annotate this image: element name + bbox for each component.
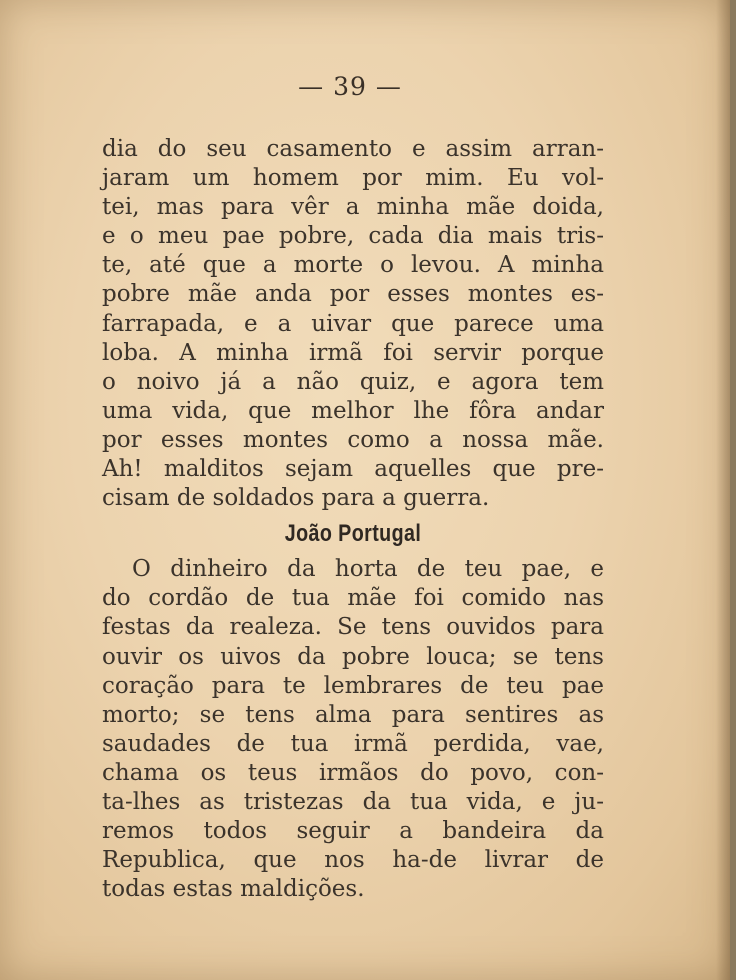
text-line: Ah! malditos sejam aquelles que pre- (102, 456, 604, 483)
text-line: Republica, que nos ha-de livrar de (102, 847, 604, 874)
text-line: ouvir os uivos da pobre louca; se tens (102, 643, 604, 670)
page-number: — 39 — (298, 72, 402, 101)
text-line: remos todos seguir a bandeira da (102, 818, 604, 845)
text-line: saudades de tua irmã perdida, vae, (102, 730, 604, 757)
text-line: pobre mãe anda por esses montes es- (102, 281, 604, 308)
text-line: jaram um homem por mim. Eu vol- (102, 165, 604, 192)
page-body (102, 135, 604, 904)
text-line: festas da realeza. Se tens ouvidos para (102, 614, 604, 641)
text-line: e o meu pae pobre, cada dia mais tris- (102, 223, 604, 250)
text-line: farrapada, e a uivar que parece uma (102, 310, 604, 337)
text-line: ta-lhes as tristezas da tua vida, e ju- (102, 788, 604, 815)
text-line: dia do seu casamento e assim arran- (102, 136, 604, 162)
text-line: loba. A minha irmã foi servir porque (102, 339, 604, 366)
text-line: morto; se tens alma para sentires as (102, 701, 604, 728)
text-line: o noivo já a não quiz, e agora tem (102, 368, 604, 395)
text-line: tei, mas para vêr a minha mãe doida, (102, 194, 604, 221)
text-line: te, até que a morte o levou. A minha (102, 252, 604, 279)
paragraph-1 (102, 135, 604, 513)
text-line: coração para te lembrares de teu pae (102, 672, 604, 699)
text-line: uma vida, que melhor lhe fôra andar (102, 397, 604, 424)
text-line: por esses montes como a nossa mãe. (102, 426, 604, 453)
paragraph-2 (102, 555, 604, 904)
text-line: chama os teus irmãos do povo, con- (102, 759, 604, 786)
text-line: cisam de soldados para a guerra. (102, 485, 490, 512)
text-line: do cordão de tua mãe foi comido nas (102, 585, 604, 612)
text-line: O dinheiro da horta de teu pae, e (132, 556, 604, 583)
text-line: todas estas maldições. (102, 876, 365, 903)
section-heading: João Portugal (284, 520, 422, 548)
